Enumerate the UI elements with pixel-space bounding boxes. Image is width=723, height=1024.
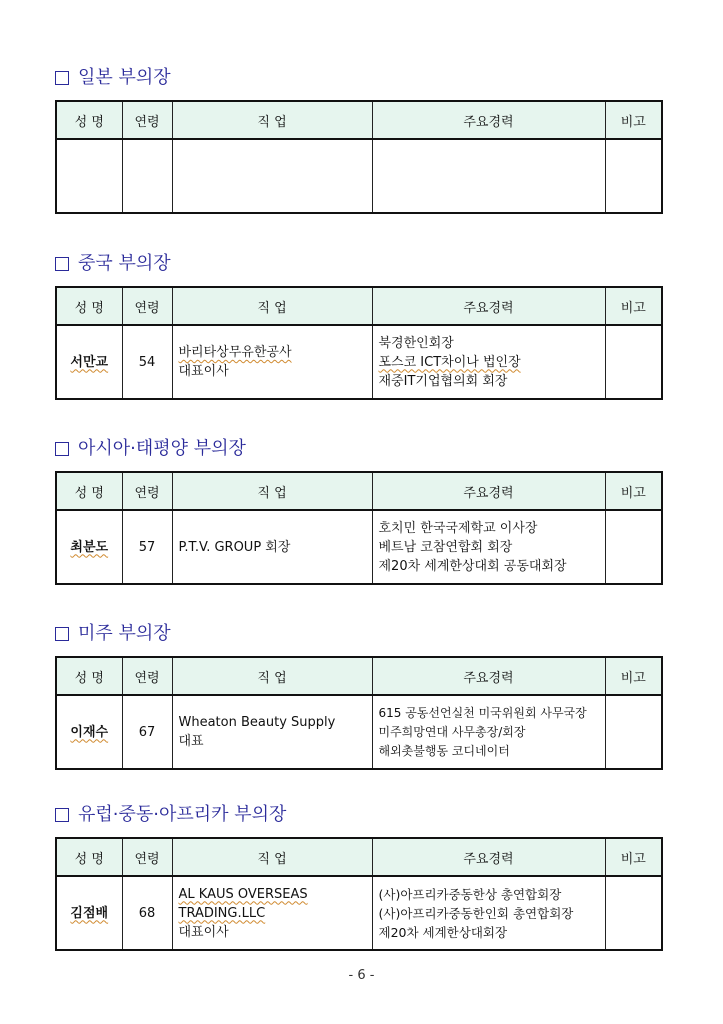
cell-note <box>605 876 662 950</box>
job-line: Wheaton Beauty Supply <box>178 715 336 730</box>
section-title-text: 미주 부의장 <box>78 623 171 644</box>
cell-name: 이재수 <box>70 724 109 740</box>
cell-note <box>605 695 662 769</box>
career-line: (사)아프리카중동한상 총연합회장 <box>378 886 562 902</box>
section-title <box>55 803 661 827</box>
cell-job <box>172 876 372 950</box>
table-row <box>56 876 662 950</box>
cell-note <box>605 325 662 399</box>
cell-career <box>372 876 605 950</box>
header-note: 비고 <box>605 101 662 139</box>
header-note: 비고 <box>605 657 662 695</box>
career-line: 미주희망연대 사무총장/회장 <box>378 724 526 739</box>
career-line: 615 공동선언실천 미국위원회 사무국장 <box>378 705 587 720</box>
header-career: 주요경력 <box>372 472 605 510</box>
cell-name: 서만교 <box>70 354 109 370</box>
info-table <box>55 100 663 214</box>
section-americas <box>55 622 661 770</box>
cell-note <box>605 510 662 584</box>
cell-age: 67 <box>122 695 172 769</box>
section-title <box>55 66 661 90</box>
header-career: 주요경력 <box>372 101 605 139</box>
section-title-text: 중국 부의장 <box>78 253 171 274</box>
cell-career <box>372 695 605 769</box>
header-age: 연령 <box>122 838 172 876</box>
checkbox-square-icon <box>55 71 69 85</box>
cell-name <box>56 139 122 213</box>
career-line: 북경한인회장 <box>378 335 454 351</box>
cell-age: 68 <box>122 876 172 950</box>
cell-name: 최분도 <box>70 539 109 555</box>
checkbox-square-icon <box>55 627 69 641</box>
career-line: 호치민 한국국제학교 이사장 <box>378 520 538 536</box>
header-age: 연령 <box>122 101 172 139</box>
header-career: 주요경력 <box>372 287 605 325</box>
header-name: 성 명 <box>56 838 122 876</box>
career-line: 제20차 세계한상대회 공동대회장 <box>378 558 567 574</box>
section-asia-pacific <box>55 437 661 585</box>
cell-job <box>172 695 372 769</box>
job-line: 바리타상무유한공사 <box>178 345 292 360</box>
cell-job <box>172 325 372 399</box>
career-line: 포스코 ICT차이나 법인장 <box>378 354 521 370</box>
cell-career <box>372 510 605 584</box>
job-line: 대표이사 <box>178 924 229 940</box>
header-job: 직 업 <box>172 101 372 139</box>
page-number: - 6 - <box>348 968 375 983</box>
header-career: 주요경력 <box>372 657 605 695</box>
cell-age: 54 <box>122 325 172 399</box>
header-name: 성 명 <box>56 287 122 325</box>
career-line: 재중IT기업협의회 회장 <box>378 373 508 389</box>
table-row <box>56 139 662 213</box>
table-row <box>56 325 662 399</box>
checkbox-square-icon <box>55 257 69 271</box>
section-title <box>55 437 661 461</box>
career-line: 제20차 세계한상대회장 <box>378 924 508 940</box>
job-line: 대표이사 <box>178 364 229 379</box>
section-europe-mideast-africa <box>55 803 661 951</box>
header-job: 직 업 <box>172 287 372 325</box>
header-age: 연령 <box>122 287 172 325</box>
job-line: AL KAUS OVERSEAS <box>178 886 308 902</box>
header-job: 직 업 <box>172 838 372 876</box>
cell-job <box>172 510 372 584</box>
cell-career <box>372 325 605 399</box>
header-job: 직 업 <box>172 657 372 695</box>
checkbox-square-icon <box>55 808 69 822</box>
header-job: 직 업 <box>172 472 372 510</box>
job-line: TRADING.LLC <box>178 905 266 921</box>
career-line: 해외촛불행동 코디네이터 <box>378 743 510 758</box>
info-table <box>55 471 663 585</box>
cell-career <box>372 139 605 213</box>
header-name: 성 명 <box>56 657 122 695</box>
cell-name: 김점배 <box>70 905 109 921</box>
section-japan <box>55 66 661 214</box>
section-title <box>55 252 661 276</box>
header-note: 비고 <box>605 472 662 510</box>
info-table <box>55 656 663 770</box>
header-name: 성 명 <box>56 472 122 510</box>
header-note: 비고 <box>605 838 662 876</box>
info-table <box>55 286 663 400</box>
section-title-text: 유럽·중동·아프리카 부의장 <box>78 804 287 825</box>
table-row <box>56 510 662 584</box>
header-age: 연령 <box>122 657 172 695</box>
header-name: 성 명 <box>56 101 122 139</box>
table-row <box>56 695 662 769</box>
header-note: 비고 <box>605 287 662 325</box>
cell-age <box>122 139 172 213</box>
section-title-text: 아시아·태평양 부의장 <box>78 438 246 459</box>
info-table <box>55 837 663 951</box>
career-line: 베트남 코참연합회 회장 <box>378 539 513 555</box>
cell-job <box>172 139 372 213</box>
header-career: 주요경력 <box>372 838 605 876</box>
header-age: 연령 <box>122 472 172 510</box>
cell-age: 57 <box>122 510 172 584</box>
section-title-text: 일본 부의장 <box>78 67 171 88</box>
cell-note <box>605 139 662 213</box>
job-line: 대표 <box>178 734 204 749</box>
career-line: (사)아프리카중동한인회 총연합회장 <box>378 905 574 921</box>
job-line: P.T.V. GROUP 회장 <box>178 539 291 555</box>
section-china <box>55 252 661 400</box>
checkbox-square-icon <box>55 442 69 456</box>
section-title <box>55 622 661 646</box>
